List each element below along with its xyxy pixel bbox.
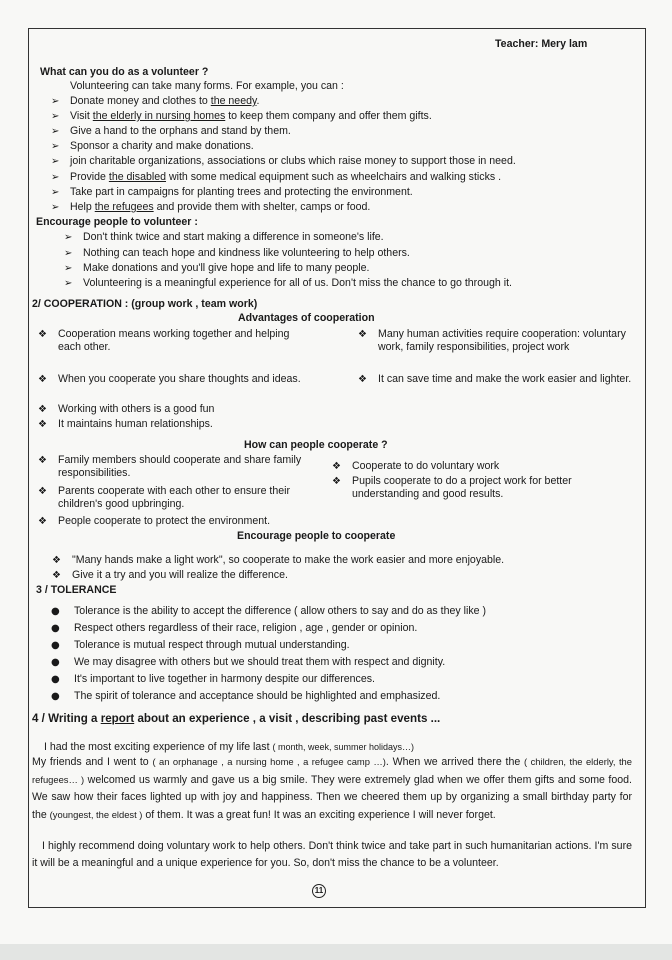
advantages-heading: Advantages of cooperation <box>238 312 375 324</box>
diamond-bullet-icon: ❖ <box>332 461 341 472</box>
list-item: Family members should cooperate and share family responsibilities. <box>58 454 302 479</box>
list-item: People cooperate to protect the environment. <box>58 515 271 527</box>
report-heading: 4 / Writing a report about an experience , a visit , describing past events ... <box>32 712 441 725</box>
list-item: When you cooperate you share thoughts and ideas. <box>58 373 301 385</box>
arrow-bullet-icon: ➢ <box>64 278 73 289</box>
dot-bullet-icon: ● <box>51 640 60 651</box>
volunteer-intro: Volunteering can take many forms. For example, you can : <box>70 80 344 92</box>
arrow-bullet-icon: ➢ <box>51 126 60 137</box>
arrow-bullet-icon: ➢ <box>64 232 73 243</box>
page-number: 11 <box>312 884 326 898</box>
cooperation-heading: 2/ COOPERATION : (group work , team work) <box>32 298 258 310</box>
list-item: It can save time and make the work easier and lighter. <box>378 373 632 385</box>
diamond-bullet-icon: ❖ <box>38 486 47 497</box>
list-item: Cooperation means working together and helping each other. <box>58 328 290 353</box>
list-item: Donate money and clothes to the needy. <box>70 95 260 107</box>
diamond-bullet-icon: ❖ <box>38 329 47 340</box>
list-item: We may disagree with others but we should treat them with respect and dignity. <box>74 656 446 668</box>
diamond-bullet-icon: ❖ <box>38 516 47 527</box>
arrow-bullet-icon: ➢ <box>51 156 60 167</box>
diamond-bullet-icon: ❖ <box>38 455 47 466</box>
arrow-bullet-icon: ➢ <box>51 172 60 183</box>
arrow-bullet-icon: ➢ <box>51 96 60 107</box>
list-item: Provide the disabled with some medical equipment such as wheelchairs and walking sticks . <box>70 171 502 183</box>
list-item: The spirit of tolerance and acceptance should be highlighted and emphasized. <box>74 690 441 702</box>
list-item: Tolerance is the ability to accept the difference ( allow others to say and do as they like ) <box>74 605 487 617</box>
dot-bullet-icon: ● <box>51 674 60 685</box>
how-cooperate-heading: How can people cooperate ? <box>244 439 388 451</box>
arrow-bullet-icon: ➢ <box>51 141 60 152</box>
list-item: It's important to live together in harmony despite our differences. <box>74 673 375 685</box>
diamond-bullet-icon: ❖ <box>52 570 61 581</box>
diamond-bullet-icon: ❖ <box>38 419 47 430</box>
list-item: Many human activities require cooperation: voluntary work, family responsibilities, project work <box>378 328 626 353</box>
list-item: Cooperate to do voluntary work <box>352 460 500 472</box>
arrow-bullet-icon: ➢ <box>51 111 60 122</box>
arrow-bullet-icon: ➢ <box>51 187 60 198</box>
list-item: Volunteering is a meaningful experience for all of us. Don't miss the chance to go through it. <box>83 277 512 289</box>
dot-bullet-icon: ● <box>51 623 60 634</box>
dot-bullet-icon: ● <box>51 691 60 702</box>
list-item: Sponsor a charity and make donations. <box>70 140 254 152</box>
list-item: join charitable organizations, associations or clubs which raise money to support those in need. <box>70 155 516 167</box>
teacher-name: Teacher: Mery lam <box>495 38 588 50</box>
report-opening-line: I had the most exciting experience of my life last ( month, week, summer holidays…) <box>44 741 415 753</box>
diamond-bullet-icon: ❖ <box>332 476 341 487</box>
encourage-cooperate-heading: Encourage people to cooperate <box>237 530 396 542</box>
diamond-bullet-icon: ❖ <box>52 555 61 566</box>
list-item: "Many hands make a light work", so cooperate to make the work easier and more enjoyable. <box>72 554 505 566</box>
list-item: Don't think twice and start making a difference in someone's life. <box>83 231 384 243</box>
list-item: Working with others is a good fun <box>58 403 215 415</box>
list-item: Parents cooperate with each other to ensure their children's good upbringing. <box>58 485 291 510</box>
dot-bullet-icon: ● <box>51 606 60 617</box>
arrow-bullet-icon: ➢ <box>51 202 60 213</box>
list-item: Respect others regardless of their race, religion , age , gender or opinion. <box>74 622 418 634</box>
list-item: Make donations and you'll give hope and life to many people. <box>83 262 370 274</box>
list-item: Help the refugees and provide them with shelter, camps or food. <box>70 201 371 213</box>
report-paragraph-2: I highly recommend doing voluntary work to help others. Don't think twice and take part in such humanitarian actions. I'm sure it will be a meaningful and a unique experience for you. So, don't miss the chance to be a volunteer. <box>32 840 632 869</box>
dot-bullet-icon: ● <box>51 657 60 668</box>
scan-edge <box>0 944 672 960</box>
arrow-bullet-icon: ➢ <box>64 248 73 259</box>
diamond-bullet-icon: ❖ <box>358 329 367 340</box>
arrow-bullet-icon: ➢ <box>64 263 73 274</box>
report-paragraph-1: My friends and I went to ( an orphanage , a nursing home , a refugee camp …). When we arrived there the ( children, the elderly, the refugees… ) welcomed us warmly and gave us a big smile. They were extremely glad when we offer them gifts and some food. We saw how their faces lighted up with joy and happiness. Then we cheered them up by organizing a small birthday party for the (youngest, the eldest ) of them. It was a great fun! It was an exciting experience I will never forget. <box>32 756 632 821</box>
list-item: Visit the elderly in nursing homes to keep them company and offer them gifts. <box>70 110 432 122</box>
list-item: It maintains human relationships. <box>58 418 213 430</box>
encourage-volunteer-heading: Encourage people to volunteer : <box>36 216 198 228</box>
list-item: Give it a try and you will realize the difference. <box>72 569 288 581</box>
diamond-bullet-icon: ❖ <box>38 404 47 415</box>
list-item: Give a hand to the orphans and stand by them. <box>70 125 291 137</box>
volunteer-heading: What can you do as a volunteer ? <box>40 66 209 78</box>
tolerance-heading: 3 / TOLERANCE <box>36 584 117 596</box>
diamond-bullet-icon: ❖ <box>358 374 367 385</box>
list-item: Tolerance is mutual respect through mutual understanding. <box>74 639 350 651</box>
diamond-bullet-icon: ❖ <box>38 374 47 385</box>
list-item: Nothing can teach hope and kindness like volunteering to help others. <box>83 247 410 259</box>
list-item: Take part in campaigns for planting trees and protecting the environment. <box>70 186 413 198</box>
list-item: Pupils cooperate to do a project work for better understanding and good results. <box>352 475 572 500</box>
